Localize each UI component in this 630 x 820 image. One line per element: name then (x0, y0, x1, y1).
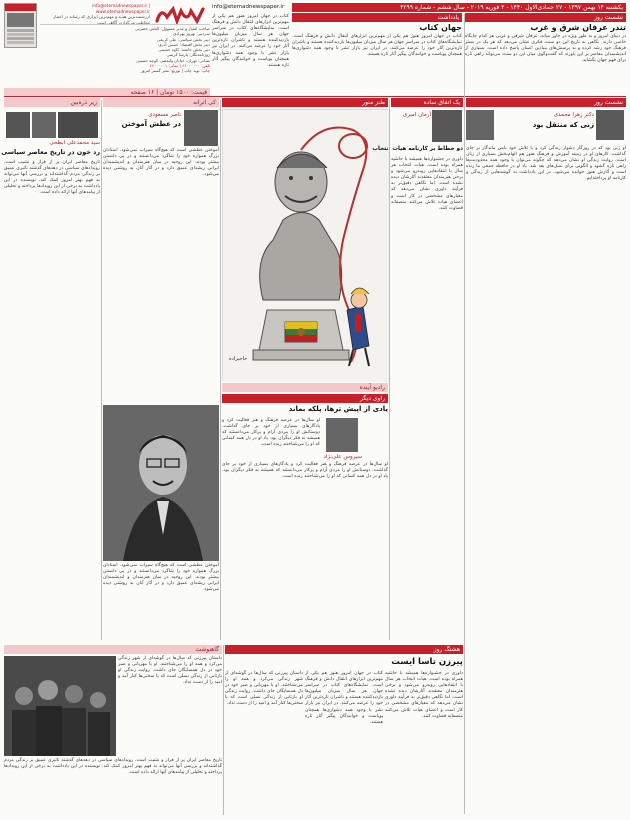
section-bar-first: نشست روز (465, 13, 626, 22)
front-page-thumbnail (4, 3, 37, 48)
headline-brother: یادی از اپیش ترها، پلکه بماند (288, 405, 388, 413)
section-bar-ravi: راوی دیگر (222, 394, 388, 403)
body-gahnameh: داستان پیرزنی که سال‌ها در گوشه‌ای از شهر زندگی می‌کرد و همه او را می‌شناختند. او با مهربانی و صبر خود در دل همسایگان جای داشت. روایت زندگی او بازتابی از زندگی نسلی است که با سختی‌ها کنار آمد و امید را از دست نداد. (118, 656, 222, 686)
body-masthead-extra: کتاب در جهان امروز هنوز هم یکی از مهم‌ترین ابزارهای انتقال دانش و فرهنگ است. نمایشگاه‌های کتاب در سراسر جهان هر سال میزبان میلیون‌ها بازدیدکننده هستند و ناشران تازه‌ترین آثار خود را عرضه می‌کنند. در ایران نیز بازار نشر با وجود همه دشواری‌ها همچنان پویاست و خوانندگان پیگیر آثار تازه هستند. (212, 14, 289, 68)
column-rule (389, 100, 390, 640)
footer-line: قیمت: ۱۵۰۰ تومان | ۱۶ صفحه (130, 89, 207, 96)
byline-brother: سیروس علی‌نژاد (323, 454, 362, 460)
site-line: info@etemadnewspaper.ir | www.etemadnewspaper.ir (92, 3, 150, 14)
body-women: او زنی بود که در روزگار دشوار زندگی کرد و با تلاش خود نامی ماندگار بر جای گذاشت. کارهای او در زمینه آموزش و فرهنگ هنوز هم الهام‌بخش بسیاری از زنان است. روایت زندگی او نشان می‌دهد که چگونه می‌توان با وجود همه محدودیت‌ها راهی تازه گشود و الگویی برای نسل‌های بعد شد. یاد او در حافظه جمعی ما زنده است و آثارش هنوز خوانده می‌شود. در این یادداشت به گوشه‌هایی از زندگی و کارنامه او پرداخته‌ایم. (466, 146, 626, 182)
headline-women: زنی که منتقل بود (532, 121, 594, 129)
staff-line: دبیر بخش جامعه: کاوه حسینی (158, 47, 210, 53)
author-photo-brother (326, 418, 358, 452)
staff-line: صاحب امتیاز و مدیر مسوول: الیاس حضرتی (135, 26, 210, 31)
column-rule (220, 100, 221, 640)
column-rule (223, 645, 224, 815)
body-pirzan-3: داوری در جشنواره‌ها همیشه با حاشیه همراه بوده است. هیات انتخاب هر سال با انتقادهایی روبه‌رو می‌شود و برخی هنرمندان معتقدند آثارشان دیده نشده است. اما نگاهی دقیق‌تر به فرآیند داوری نشان می‌دهد که معیارهای مشخصی در کار است و اعضای هیات تلاش می‌کنند منصفانه قضاوت کنند. (385, 671, 463, 719)
date-line: یکشنبه ۱۴ بهمن ۱۳۹۷ - ۲۷ جمادی‌الاول ۱۴۴۰ - ۳ فوریه ۲۰۱۹ - سال ششم - شماره ۴۲۹۹ (400, 4, 623, 11)
staff-line: دبیر بخش اقتصاد: حسین آذری (158, 41, 210, 47)
section-bar-hamsah: هشتگ روز (225, 645, 463, 654)
body-portrait-caption: آموختن عطشی است که هیچ‌گاه سیراب نمی‌شود. استادان بزرگ همواره خود را شاگرد می‌دانستند و در پی دانستن بیشتر بودند. این روحیه در میان هنرمندان و اندیشمندان ایرانی ریشه‌ای عمیق دارد و در آثار آنان به روشنی دیده می‌شود. (103, 563, 219, 593)
body-jahan-ketab: کتاب در جهان امروز هنوز هم یکی از مهم‌ترین ابزارهای انتقال دانش و فرهنگ است. نمایشگاه‌های کتاب در سراسر جهان هر سال میزبان میلیون‌ها بازدیدکننده هستند و ناشران تازه‌ترین آثار خود را عرضه می‌کنند. در ایران نیز بازار نشر با وجود همه دشواری‌ها همچنان پویاست و خوانندگان پیگیر آثار تازه هستند. (292, 34, 462, 58)
author-photo-history-2 (32, 112, 56, 138)
body-brother-2: او سال‌ها در عرصه فرهنگ و هنر فعالیت کرد و یادگارهای بسیاری از خود بر جای گذاشت. دوستانش او را مردی آرام و پرکار می‌دانستند که همیشه به فکر دیگران بود. یاد او در دل همه کسانی که او را می‌شناختند زنده است. (222, 462, 388, 480)
author-photo-women-1 (596, 110, 624, 140)
staff-line: سردبیر: بهروز بهزادی (173, 31, 210, 37)
author-photo-memories (432, 110, 462, 142)
headline-history: رد خون در تاریخ معاصر سیاسی (1, 148, 100, 156)
author-photo-women-2 (466, 110, 494, 140)
author-photo-history-1 (6, 112, 30, 138)
author-photo-history-3 (58, 112, 98, 138)
body-amuzesh: آموختن عطشی است که هیچ‌گاه سیراب نمی‌شود. استادان بزرگ همواره خود را شاگرد می‌دانستند و در پی دانستن بیشتر بودند. این روحیه در میان هنرمندان و اندیشمندان ایرانی ریشه‌ای عمیق دارد و در آثار آنان به روشنی دیده می‌شود. (103, 148, 219, 178)
caption-gahnameh: تاریخ معاصر ایران پر از فراز و نشیب است. رویدادهای سیاسی در دهه‌های گذشته تاثیری عمیق بر زندگی مردم گذاشته‌اند و بررسی آنها می‌تواند به فهم بهتر امروز کمک کند. نویسنده در این یادداشت به برخی از این رویدادها پرداخته و تحلیلی از پیامدهای آنها ارائه داده است. (4, 758, 222, 776)
main-portrait-photo (103, 405, 219, 561)
body-east-west: در دنیای امروز و به طور ویژه در خاور میانه، عرفان شرقی و غربی هر کدام جایگاه خاصی دارند. نگاهی به تاریخ این دو سنت فکری نشان می‌دهد که هر یک در بستر فرهنگ خود رشد کرده و به پرسش‌های بنیادین انسان پاسخ داده است. بسیاری از اندیشمندان معاصر بر این باورند که گفت‌وگوی میان این دو سنت می‌تواند راهی تازه برای فهم جهان بگشاید. (465, 34, 626, 64)
staff-line: چاپ: نوید چاپ | توزیع: نشر گستر امروز (140, 68, 210, 74)
staff-line: دبیر بخش سیاسی: علی کریمی (156, 36, 210, 42)
headline-amuzesh: در عطش آموختن (121, 120, 181, 128)
staff-box (40, 24, 210, 86)
column-rule (464, 14, 465, 814)
section-bar-jahan: یادداشت (292, 13, 462, 22)
staff-line: تلفن: ۶۶۰۰۰۰۰۰ | نمابر: ۶۶۰۰۰۰۰۱ (149, 63, 210, 69)
bottom-crowd-photo (4, 656, 116, 756)
byline-women: دکتر زهرا محمدی (553, 112, 594, 118)
headline-jahan-ketab: جهان کتاب (419, 23, 462, 32)
body-brother-1: او سال‌ها در عرصه فرهنگ و هنر فعالیت کرد و یادگارهای بسیاری از خود بر جای گذاشت. دوستانش او را مردی آرام و پرکار می‌دانستند که همیشه به فکر دیگران بود. یاد او در دل همه کسانی که او را می‌شناختند زنده است. (222, 418, 320, 448)
headline-memories: دو خطاط بر کارنامه هیات انتخاب (372, 146, 463, 152)
staff-line: روزنامه‌نگار: پارسا کریمی (166, 52, 210, 58)
staff-line: نشانی: تهران، خیابان ولیعصر، کوچه حسینی (135, 57, 210, 63)
headline-pirzan: پیرزن تاسا ایست (391, 657, 463, 667)
byline-memories: آرمان امیری (402, 112, 431, 118)
section-bar-yek-negah: یک اتفاق ساده (391, 98, 463, 107)
cartoon (222, 109, 388, 381)
headline-east-west: تندر عرفان شرق و غرب (530, 23, 626, 32)
masthead-email[interactable]: info@etemadnewspaper.ir (212, 4, 285, 10)
body-history: تاریخ معاصر ایران پر از فراز و نشیب است. رویدادهای سیاسی در دهه‌های گذشته تاثیری عمیق بر زندگی مردم گذاشته‌اند و بررسی آنها می‌تواند به فهم بهتر امروز کمک کند. نویسنده در این یادداشت به برخی از این رویدادها پرداخته و تحلیلی از پیامدهای آنها ارائه داده است. (4, 160, 100, 196)
section-bar-history: زیر ذره‌بین (4, 98, 100, 107)
section-bar-women: نشست روز (466, 98, 626, 107)
author-photo-amuzesh (184, 110, 218, 146)
date-bar (292, 3, 626, 12)
cartoon-signature: حاجیزاده (229, 356, 248, 362)
body-pirzan-1: داستان پیرزنی که سال‌ها در گوشه‌ای از شهر زندگی می‌کرد و همه او را می‌شناختند. او با مهربانی و صبر خود در دل همسایگان جای داشت. روایت زندگی او بازتابی از زندگی نسلی است که با سختی‌ها کنار آمد و امید را از دست نداد. (225, 671, 303, 707)
byline-history: سید محمدعلی ابطحی (49, 140, 100, 146)
section-bar-amuzesh: کی اثرانه (103, 98, 219, 107)
divider-top (4, 96, 626, 97)
body-pirzan-2: کتاب در جهان امروز هنوز هم یکی از مهم‌ترین ابزارهای انتقال دانش و فرهنگ است. نمایشگاه‌های کتاب در سراسر جهان هر سال میزبان میلیون‌ها بازدیدکننده هستند و ناشران تازه‌ترین آثار خود را عرضه می‌کنند. در ایران نیز بازار نشر با وجود همه دشواری‌ها همچنان پویاست و خوانندگان پیگیر آثار تازه هستند. (305, 671, 383, 725)
section-bar-gahnameh: گاهنوشت (4, 645, 222, 654)
column-rule (101, 100, 102, 640)
body-memories: داوری در جشنواره‌ها همیشه با حاشیه همراه بوده است. هیات انتخاب هر سال با انتقادهایی روبه‌رو می‌شود و برخی هنرمندان معتقدند آثارشان دیده نشده است. اما نگاهی دقیق‌تر به فرآیند داوری نشان می‌دهد که معیارهای مشخصی در کار است و اعضای هیات تلاش می‌کنند منصفانه قضاوت کنند. (391, 157, 463, 211)
masthead-info (40, 3, 150, 23)
section-bar-tanz: طنز منور (222, 98, 388, 107)
byline-amuzesh: ناصر مسعودی (148, 112, 181, 118)
cartoon-caption-bar: رادیو آینده (222, 383, 388, 392)
tagline: ارزشمندترین هدیه و مهم‌ترین ابزاری که رسانه در اختیار مخاطب می‌گذارد، آگاهی است (53, 14, 150, 25)
